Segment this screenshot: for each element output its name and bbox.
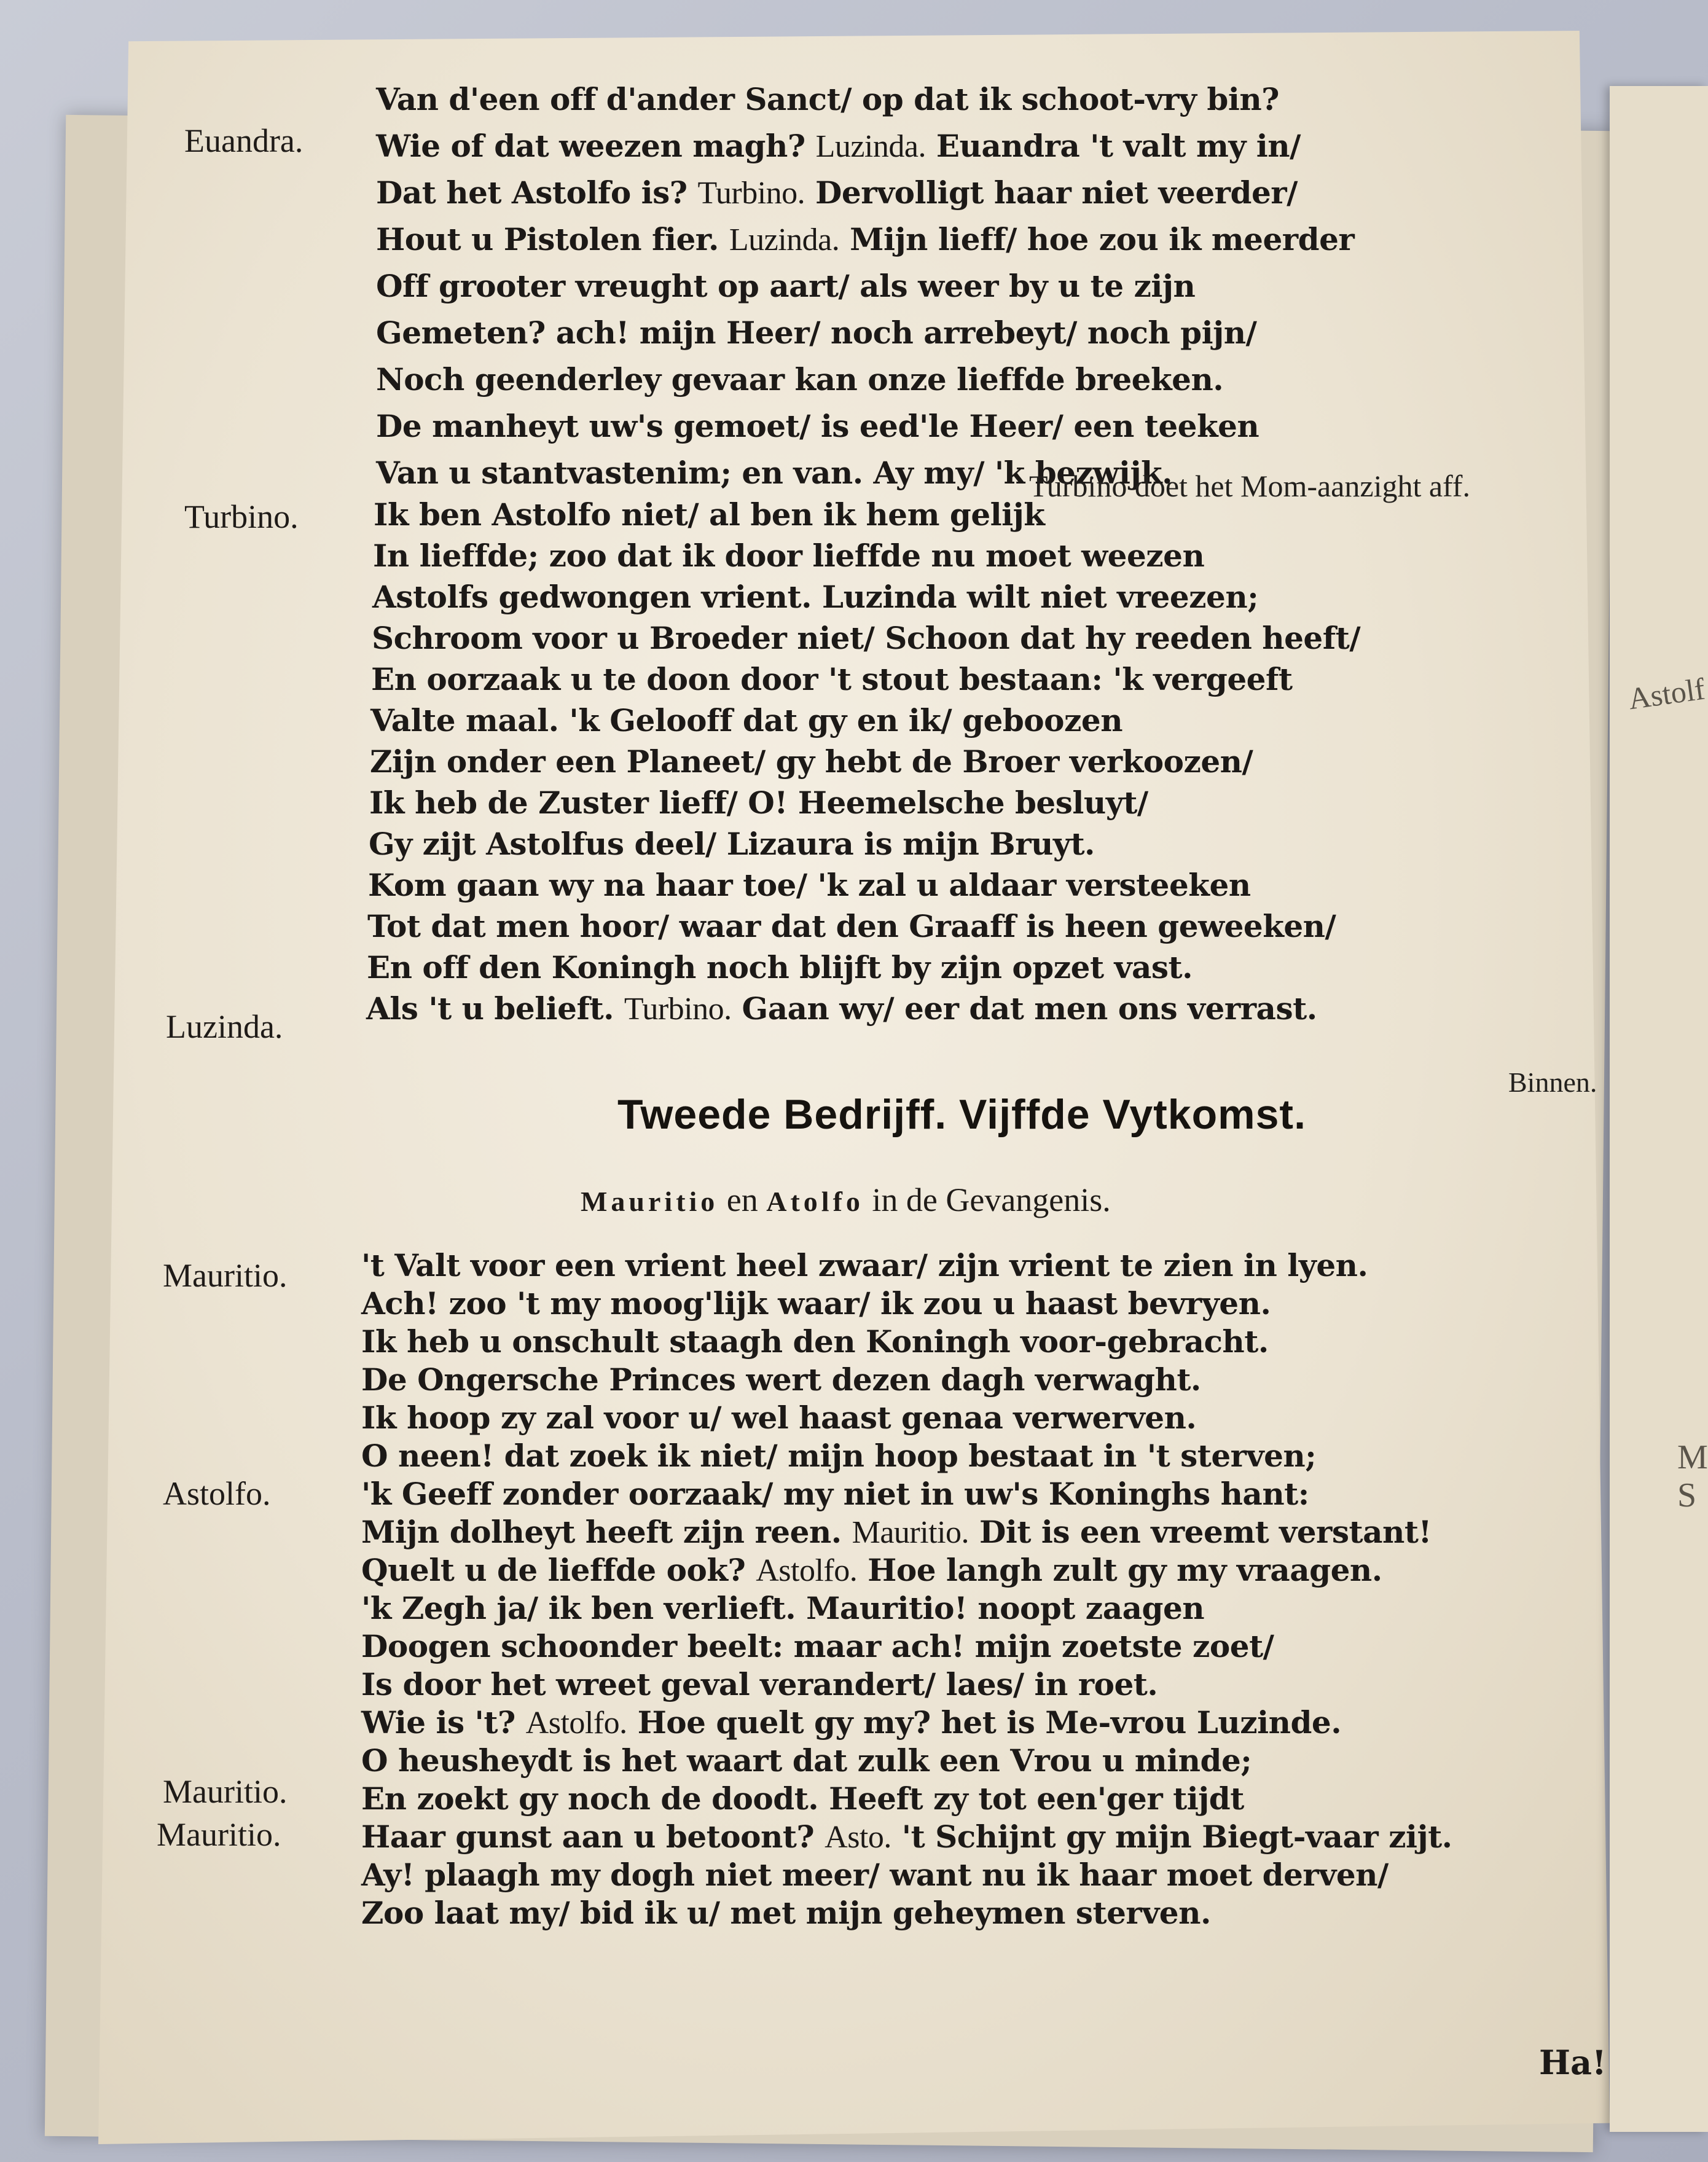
verse-line: Off grooter vreught op aart/ als weer by u te zijn <box>376 268 1196 304</box>
verse-line <box>361 1552 1382 1589</box>
verse-line <box>376 174 1298 211</box>
stage-direction-exit: Binnen. <box>1508 1067 1597 1098</box>
verse-line <box>361 1819 1452 1855</box>
verse-line <box>361 1514 1432 1551</box>
verse-fragment: Hoe langh zult gy my vraagen. <box>857 1552 1382 1588</box>
verse-fragment: Gaan wy/ eer dat men ons verrast. <box>731 990 1317 1027</box>
verse-fragment: Wie is 't? <box>361 1704 526 1741</box>
verse-line <box>366 990 1317 1027</box>
verse-fragment: Hoe quelt gy my? het is Me-vrou Luzinde. <box>627 1704 1342 1741</box>
verse-line: Kom gaan wy na haar toe/ 'k zal u aldaar versteeken <box>368 867 1251 903</box>
speaker-mauritio: Mauritio. <box>163 1257 288 1294</box>
verse-line <box>361 1704 1341 1741</box>
verse-line: Tot dat men hoor/ waar dat den Graaff is heen geweeken/ <box>367 908 1336 944</box>
verse-fragment: Dat het Astolfo is? <box>376 174 698 211</box>
verse-line: Gy zijt Astolfus deel/ Lizaura is mijn Bruyt. <box>369 826 1095 862</box>
verse-line: Zijn onder een Planeet/ gy hebt de Broer verkoozen/ <box>370 743 1253 780</box>
cast-name: Mauritio <box>581 1186 719 1217</box>
verse-line: Doogen schoonder beelt: maar ach! mijn zoetste zoet/ <box>361 1628 1274 1664</box>
inline-speaker: Asto. <box>825 1820 891 1855</box>
cast-name: Atolfo <box>766 1186 864 1217</box>
catchword: Ha! <box>1539 2043 1607 2082</box>
scene-cast-line <box>581 1181 1111 1219</box>
verse-line: Zoo laat my/ bid ik u/ met mijn geheymen sterven. <box>361 1895 1211 1931</box>
verse-line: 'k Geeff zonder oorzaak/ my niet in uw's Koninghs hant: <box>361 1476 1309 1512</box>
inline-speaker: Astolfo. <box>756 1553 858 1588</box>
verse-line: 't Valt voor een vrient heel zwaar/ zijn vrient te zien in lyen. <box>361 1247 1368 1283</box>
verse-fragment: Als 't u belieft. <box>366 990 624 1027</box>
facing-page-fragment: S <box>1677 1476 1697 1514</box>
verse-line: Ik ben Astolfo niet/ al ben ik hem gelijk <box>374 496 1045 533</box>
speaker-evandra: Euandra. <box>184 122 304 159</box>
speaker-astolfo: Astolfo. <box>163 1475 271 1512</box>
verse-fragment: 'k Zegh ja/ ik ben verlieft. <box>361 1590 807 1626</box>
verse-line: Ach! zoo 't my moog'lijk waar/ ik zou u haast bevryen. <box>361 1285 1271 1322</box>
verse-line <box>376 128 1301 165</box>
verse-fragment: Dit is een vreemt verstant! <box>969 1514 1432 1550</box>
speaker-mauritio: Mauritio. <box>157 1816 281 1853</box>
verse-line <box>376 221 1354 258</box>
inline-speaker: Turbino. <box>624 992 732 1027</box>
inline-speaker: Astolfo. <box>525 1706 627 1741</box>
facing-page-edge <box>1610 86 1708 2132</box>
verse-line: Noch geenderley gevaar kan onze lieffde breeken. <box>376 361 1224 398</box>
verse-line: De Ongersche Princes wert dezen dagh verwaght. <box>361 1361 1201 1398</box>
verse-fragment: Dervolligt haar niet veerder/ <box>805 174 1298 211</box>
stage-direction: Turbino doet het Mom-aanzight aff. <box>1029 469 1470 503</box>
verse-line: Van u stantvastenim; en van. Ay my/ 'k bezwijk. <box>376 455 1173 491</box>
facing-page-fragment: M <box>1677 1438 1708 1476</box>
verse-line: Ik heb u onschult staagh den Koningh voor-gebracht. <box>361 1323 1269 1360</box>
verse-line: Is door het wreet geval verandert/ laes/ in roet. <box>361 1666 1158 1702</box>
scene-location: in de Gevangenis. <box>872 1181 1111 1218</box>
inline-speaker: Turbino. <box>697 176 805 211</box>
verse-fragment: Mijn dolheyt heeft zijn reen. <box>361 1514 852 1550</box>
verse-fragment: Euandra 't valt my in/ <box>925 128 1301 164</box>
speaker-mauritio: Mauritio. <box>163 1773 288 1810</box>
verse-line: O heusheydt is het waart dat zulk een Vrou u minde; <box>361 1742 1252 1779</box>
verse-fragment: Mauritio! noopt zaagen <box>806 1590 1205 1626</box>
verse-line: Ik heb de Zuster lieff/ O! Heemelsche besluyt/ <box>369 785 1148 821</box>
verse-line: Astolfs gedwongen vrient. Luzinda wilt niet vreezen; <box>372 579 1259 615</box>
verse-fragment: 't Schijnt gy mijn Biegt-vaar zijt. <box>891 1819 1452 1855</box>
verse-line <box>361 1590 1204 1627</box>
inline-speaker: Luzinda. <box>729 222 840 257</box>
verse-line: En zoekt gy noch de doodt. Heeft zy tot een'ger tijdt <box>361 1780 1244 1817</box>
verse-fragment: Mijn lieff/ hoe zou ik meerder <box>839 221 1355 257</box>
verse-line: De manheyt uw's gemoet/ is eed'le Heer/ een teeken <box>376 408 1259 444</box>
verse-line: Ik hoop zy zal voor u/ wel haast genaa verwerven. <box>361 1400 1197 1436</box>
verse-line: En oorzaak u te doon door 't stout bestaan: 'k vergeeft <box>371 661 1293 697</box>
verse-line: In lieffde; zoo dat ik door lieffde nu moet weezen <box>373 538 1205 574</box>
cast-connector: en <box>726 1181 758 1218</box>
verse-line: Ay! plaagh my dogh niet meer/ want nu ik haar moet derven/ <box>361 1857 1389 1893</box>
speaker-luzinda: Luzinda. <box>166 1008 283 1045</box>
inline-speaker: Luzinda. <box>815 129 926 164</box>
act-scene-heading: Tweede Bedrijff. Vijffde Vytkomst. <box>617 1091 1306 1138</box>
speaker-turbino: Turbino. <box>184 498 299 535</box>
verse-line: Schroom voor u Broeder niet/ Schoon dat hy reeden heeft/ <box>372 620 1361 656</box>
verse-line: Van d'een off d'ander Sanct/ op dat ik schoot-vry bin? <box>376 81 1279 117</box>
facing-page-fragment: Astolf <box>1626 671 1707 716</box>
verse-line: O neen! dat zoek ik niet/ mijn hoop bestaat in 't sterven; <box>361 1438 1317 1474</box>
verse-line: Valte maal. 'k Gelooff dat gy en ik/ geboozen <box>370 702 1123 738</box>
verse-fragment: Hout u Pistolen fier. <box>376 221 729 257</box>
verse-line: Gemeten? ach! mijn Heer/ noch arrebeyt/ noch pijn/ <box>376 315 1257 351</box>
verse-line: En off den Koningh noch blijft by zijn opzet vast. <box>367 949 1193 985</box>
verse-fragment: Quelt u de lieffde ook? <box>361 1552 756 1588</box>
verse-fragment: Wie of dat weezen magh? <box>376 128 816 164</box>
inline-speaker: Mauritio. <box>852 1515 970 1550</box>
verse-fragment: Haar gunst aan u betoont? <box>361 1819 825 1855</box>
